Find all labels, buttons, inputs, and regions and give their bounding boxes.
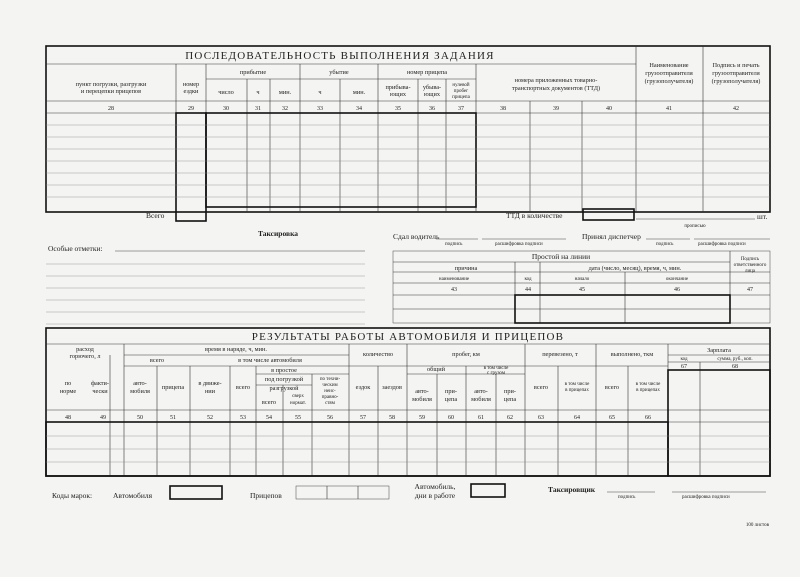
count-label: количество — [362, 351, 394, 358]
col-num: 37 — [458, 106, 464, 112]
col-consignor: Наименование — [649, 62, 689, 69]
time-tech-4: правно- — [321, 395, 339, 400]
col-num: 67 — [681, 364, 687, 370]
idle-cause-name: наименование — [438, 277, 470, 282]
col-num: 68 — [732, 364, 738, 370]
carried-total: всего — [533, 384, 549, 391]
count-dispatches: заездов — [382, 384, 402, 391]
col-num: 65 — [609, 415, 615, 421]
col-trip-2: ездки — [183, 88, 199, 95]
col-arrival: прибытие — [239, 69, 267, 76]
sub-min-1: мин. — [278, 89, 292, 96]
col-num: 64 — [574, 415, 580, 421]
idle-sign-3: лица — [744, 269, 756, 274]
sub-empty-3: прицепа — [452, 95, 470, 100]
col-num: 52 — [207, 415, 213, 421]
col-num: 47 — [747, 287, 753, 293]
col-num: 45 — [579, 287, 585, 293]
sub-min-2: мин. — [352, 89, 366, 96]
col-num: 50 — [137, 415, 143, 421]
col-num: 55 — [295, 415, 301, 421]
mil-trl-3: при- — [504, 388, 516, 395]
col-num: 46 — [674, 287, 680, 293]
idle-datetime: дата (число, месяц), время, ч, мин. — [588, 265, 682, 272]
sub-empty: нулевой — [452, 83, 470, 88]
time-all-2: всего — [261, 399, 277, 406]
fuel-norm-2: норме — [59, 388, 77, 395]
total-label: Всего — [146, 211, 165, 220]
days-box[interactable] — [471, 484, 505, 497]
fuel-fact-2: чески — [92, 388, 108, 395]
days-label-2: дни в работе — [414, 491, 456, 500]
accepted-disp-label: Принял диспетчер — [582, 232, 641, 241]
idle-end: окончание — [665, 277, 689, 282]
taxer-label: Таксировщик — [548, 485, 596, 494]
done-incl: в том числе — [635, 382, 661, 387]
time-in-motion: в движе- — [198, 380, 222, 387]
col-num: 28 — [108, 106, 114, 112]
col-num: 29 — [188, 106, 194, 112]
car-code-box[interactable] — [170, 486, 222, 499]
col-num: 36 — [429, 106, 435, 112]
idle-sign-2: ответственного — [733, 263, 767, 268]
time-loading: под погрузкой — [264, 376, 304, 383]
section2-frame — [46, 328, 770, 476]
col-num: 39 — [553, 106, 559, 112]
mil-car-4: мобиля — [471, 396, 491, 403]
sub-hour-1: ч — [256, 89, 260, 96]
idle-cause: причина — [454, 265, 478, 272]
col-num: 34 — [356, 106, 362, 112]
col-trailer: номер прицепа — [406, 69, 448, 76]
idle-title: Простой на линии — [531, 252, 591, 261]
mil-trl: при- — [445, 388, 457, 395]
mil-trl-4: цепа — [503, 396, 517, 403]
col-departure: убытие — [329, 69, 349, 76]
col-trip: номер — [182, 81, 200, 88]
trailer-code-box[interactable] — [296, 486, 389, 499]
sub-hour-2: ч — [318, 89, 322, 96]
time-tech-2: ческим — [322, 383, 338, 388]
fuel-label: расход — [76, 346, 94, 353]
ttd-count-box[interactable] — [583, 209, 634, 220]
driver-decode-caption: расшифровка подписи — [495, 242, 543, 247]
mileage-total: общий — [427, 366, 445, 373]
in-words-caption: прописью — [684, 224, 706, 229]
fuel-fact: факти- — [90, 380, 110, 387]
col-points: пункт погрузки, разгрузки — [75, 81, 147, 88]
handed-driver-label: Сдал водитель — [393, 232, 440, 241]
salary-sum: сумма, руб., коп. — [717, 357, 753, 362]
time-label: время в наряде, ч, мин. — [205, 346, 267, 353]
pcs-label: шт. — [757, 212, 768, 221]
disp-sign-caption: подпись — [656, 242, 674, 247]
mil-car: авто- — [415, 388, 429, 395]
col-num: 32 — [282, 106, 288, 112]
sheets-count: 100 листов — [745, 523, 769, 528]
done-total: всего — [604, 384, 620, 391]
col-num: 61 — [478, 415, 484, 421]
disp-decode-caption: расшифровка подписи — [698, 242, 746, 247]
mil-car-3: авто- — [474, 388, 488, 395]
col-sign-2: грузоотправителя — [712, 70, 760, 77]
done-incl-2: в прицепах — [636, 388, 660, 393]
time-idle: в простое — [271, 367, 297, 374]
col-num: 51 — [170, 415, 176, 421]
count-trips: ездок — [355, 384, 371, 391]
idle-cause-code: код — [524, 277, 532, 282]
col-num: 62 — [507, 415, 513, 421]
col-num: 30 — [223, 106, 229, 112]
time-over: сверх — [292, 394, 304, 399]
driver-sign-caption: подпись — [445, 242, 463, 247]
col-sign-3: (грузополучателя) — [711, 78, 761, 85]
salary-label: Зарплата — [707, 347, 731, 354]
idle-sign: Подпись — [740, 257, 760, 262]
time-total: всего — [149, 357, 165, 364]
col-num: 41 — [666, 106, 672, 112]
col-num: 53 — [240, 415, 246, 421]
sub-empty-2: пробег — [453, 89, 469, 94]
col-num: 43 — [451, 287, 457, 293]
col-docs: номера приложенных товарно- — [514, 77, 598, 84]
mileage-cargo: в том числе — [483, 366, 509, 371]
taxation-label: Таксировка — [257, 229, 299, 238]
sub-date: число — [218, 89, 234, 96]
time-tech-5: стям — [325, 401, 335, 406]
time-loading-2: разгрузкой — [269, 385, 299, 392]
sub-leaving-2: ющих — [423, 91, 441, 98]
col-num: 56 — [327, 415, 333, 421]
carried-incl-2: в прицепах — [565, 388, 589, 393]
col-num: 59 — [419, 415, 425, 421]
codes-trailers-label: Прицепов — [250, 491, 282, 500]
time-tech-3: неис- — [324, 389, 336, 394]
time-all: всего — [235, 384, 251, 391]
col-num: 44 — [525, 287, 531, 293]
col-num: 54 — [266, 415, 272, 421]
carried-label: перевезено, т — [542, 351, 578, 358]
col-num: 35 — [395, 106, 401, 112]
idle-start: начало — [574, 277, 590, 282]
taxer-decode-caption: расшифровка подписи — [682, 495, 730, 500]
days-label: Автомобиль, — [414, 482, 456, 491]
codes-label: Коды марок: — [52, 491, 93, 500]
notes-label: Особые отметки: — [48, 244, 103, 253]
col-points-2: и перецепки прицепов — [80, 88, 142, 95]
time-over-2: нормат. — [290, 401, 306, 406]
time-car: авто- — [133, 380, 147, 387]
sub-leaving: убыва- — [422, 84, 442, 91]
fuel-norm: по — [64, 380, 72, 387]
col-sign: Подпись и печать — [712, 62, 760, 69]
col-num: 42 — [733, 106, 739, 112]
codes-car-label: Автомобиля — [113, 491, 153, 500]
col-num: 48 — [65, 415, 71, 421]
mileage-label: пробег, км — [452, 351, 480, 358]
salary-code: код — [680, 357, 688, 362]
col-num: 58 — [389, 415, 395, 421]
sub-arriving: прибыва- — [385, 84, 411, 91]
mil-trl-2: цепа — [444, 396, 458, 403]
col-num: 33 — [317, 106, 323, 112]
col-num: 60 — [448, 415, 454, 421]
taxer-sign-caption: подпись — [618, 495, 636, 500]
time-in-motion-2: нии — [204, 388, 216, 395]
col-num: 57 — [360, 415, 366, 421]
col-num: 31 — [255, 106, 261, 112]
col-num: 40 — [606, 106, 612, 112]
ttd-count-label: ТТД в количестве — [506, 211, 563, 220]
col-consignor-2: грузоотправителя — [645, 70, 693, 77]
time-trailer: прицепа — [161, 384, 185, 391]
done-label: выполнено, ткм — [610, 351, 654, 358]
mileage-cargo-2: с грузом — [487, 371, 505, 376]
sub-arriving-2: ющих — [389, 91, 407, 98]
fuel-label-2: горючего, л — [69, 353, 101, 360]
col-num: 49 — [100, 415, 106, 421]
section2-title: РЕЗУЛЬТАТЫ РАБОТЫ АВТОМОБИЛЯ И ПРИЦЕПОВ — [251, 331, 565, 343]
col-num: 38 — [500, 106, 506, 112]
col-consignor-3: (грузополучателя) — [644, 78, 694, 85]
col-num: 66 — [645, 415, 651, 421]
col-docs-2: транспортных документов (ТТД) — [511, 85, 601, 92]
time-car-2: мобиля — [130, 388, 150, 395]
time-tech: по техни- — [319, 377, 341, 382]
carried-incl: в том числе — [564, 382, 590, 387]
mil-car-2: мобиля — [412, 396, 432, 403]
time-incl-car: в том числе автомобиля — [238, 357, 302, 364]
section1-title: ПОСЛЕДОВАТЕЛЬНОСТЬ ВЫПОЛНЕНИЯ ЗАДАНИЯ — [185, 50, 495, 62]
col-num: 63 — [538, 415, 544, 421]
